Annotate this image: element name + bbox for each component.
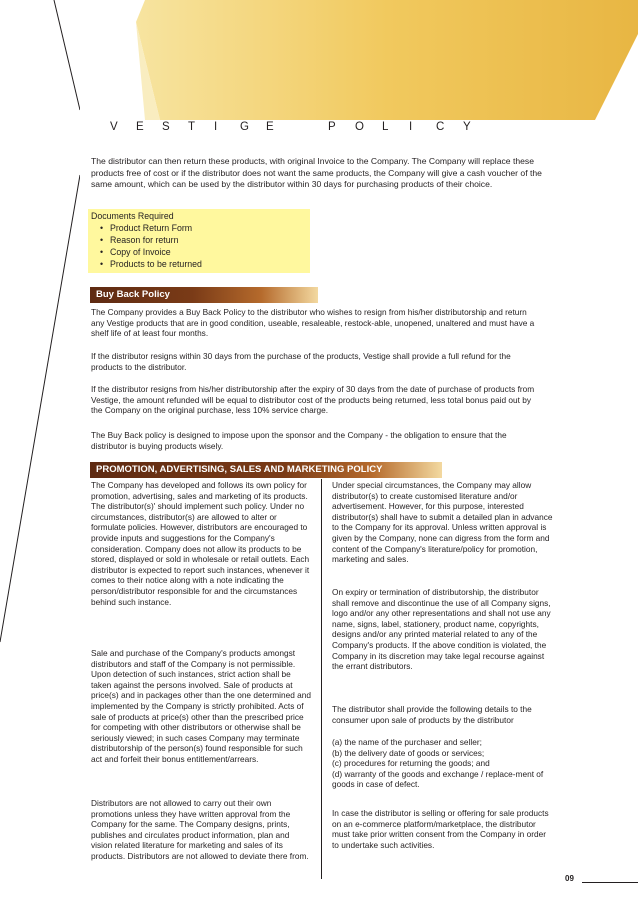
left-diagonal-line bbox=[0, 0, 80, 903]
title-letter: I bbox=[409, 121, 413, 133]
documents-list bbox=[100, 222, 202, 270]
buy-back-paragraph: If the distributor resigns from his/her distributorship after the expiry of 30 days from the date of purchase of products from Vestige, the amount refunded will be equal to distributor cost of the products being returned, less total bonus paid out by the Company on the original purchase, less 10% service charge. bbox=[91, 384, 535, 416]
buy-back-paragraph: If the distributor resigns within 30 days from the purchase of the products, Vestige shall provide a full refund for the products to the distributor. bbox=[91, 351, 511, 372]
title-letter: Y bbox=[463, 121, 471, 133]
title-letter: I bbox=[214, 121, 218, 133]
title-letter: V bbox=[110, 121, 118, 133]
buy-back-paragraph: The Company provides a Buy Back Policy to the distributor who wishes to resign from his/her distributorship and return any Vestige products that are in good condition, useable, resaleable, restock-able, unopened, unaltered and must have a shelf life of at least four months. bbox=[91, 307, 535, 339]
documents-title: Documents Required bbox=[91, 211, 174, 221]
promotion-right-paragraph: The distributor shall provide the following details to the consumer upon sale of products by the distributor bbox=[332, 704, 532, 725]
list-item: • Products to be returned bbox=[100, 258, 202, 270]
title-letter: E bbox=[136, 121, 144, 133]
title-letter: C bbox=[436, 121, 445, 133]
promotion-left-paragraph: Distributors are not allowed to carry out their own promotions unless they have written approval from the Company for the same. The Company designs, prints, publishes and circulates product information, plan and vision related literature for marketing and sales of its products. Distributors are not allowed to deviate there from. bbox=[91, 798, 309, 861]
list-item: • Copy of Invoice bbox=[100, 246, 202, 258]
title-letter: L bbox=[382, 121, 389, 133]
promotion-heading: PROMOTION, ADVERTISING, SALES AND MARKETING POLICY bbox=[90, 462, 442, 478]
title-letter: G bbox=[240, 121, 249, 133]
intro-paragraph: The distributor can then return these products, with original Invoice to the Company. The Company will replace these products free of cost or if the distributor does not want the same products, the Company will give a cash voucher of the same amount, which can be used by the distributor within 30 days for purchasing products of their choice. bbox=[91, 156, 542, 190]
title-letter: S bbox=[162, 121, 170, 133]
banner-gold-shape bbox=[136, 0, 638, 120]
title-letter: O bbox=[355, 121, 364, 133]
promotion-right-paragraph: In case the distributor is selling or offering for sale products on an e-commerce platform/marketplace, the distributor must take prior written consent from the Company in order to undertake such activities. bbox=[332, 808, 549, 850]
buy-back-paragraph: The Buy Back policy is designed to impose upon the sponsor and the Company - the obligation to ensure that the distributor is buying products wisely. bbox=[91, 430, 507, 451]
promotion-left-paragraph: Sale and purchase of the Company's products amongst distributors and staff of the Company is not permissible. Upon detection of such instances, strict action shall be taken against the persons involved. Sale of products at price(s) and in packages other than the one determined and implemented by the Company is strictly prohibited. Acts of sale of products at price(s) other than the prescribed price for competing with other distributors or otherwise shall be seriously viewed; in such cases Company may terminate distributorship of the person(s) found responsible for such act and forfeit their bonus entitlement/arrears. bbox=[91, 648, 312, 764]
title-letter: T bbox=[188, 121, 196, 133]
footer-rule bbox=[582, 882, 638, 883]
list-item: • Reason for return bbox=[100, 234, 202, 246]
buy-back-heading: Buy Back Policy bbox=[90, 287, 318, 303]
promotion-left-paragraph: The Company has developed and follows its own policy for promotion, advertising, sales and marketing of its products. The distributor(s)' should implement such policy. Under no circumstances, distributor(s) are allowed to alter or formulate policies. However, distributors are encouraged to provide inputs and suggestions for the Company's consideration. Company does not allow its products to be stored, displayed or sold in wholesale or retail outlets. Each distributor is expected to report such instances, whenever it comes to their notice along with a note indicating the person/distributor responsible for and the circumstances behind such instance. bbox=[91, 480, 310, 607]
promotion-right-paragraph: On expiry or termination of distributorship, the distributor shall remove and discontinue the use of all Company signs, logo and/or any other representations and shall not use any name, signs, label, stationery, product name, copyrights, designs and/or any printed material related to any of the Company's products. If the above condition is violated, the Company in its discretion may take legal recourse against the errant distributors. bbox=[332, 587, 551, 672]
column-divider bbox=[321, 479, 322, 879]
title-letter: P bbox=[328, 121, 336, 133]
page-number: 09 bbox=[565, 874, 574, 883]
promotion-right-paragraph: (a) the name of the purchaser and seller; (b) the delivery date of goods or services; (c) procedures for returning the goods; and (d) warranty of the goods and exchange / replace-ment of goods in case of defect. bbox=[332, 737, 544, 790]
title-letter: E bbox=[266, 121, 274, 133]
list-item: • Product Return Form bbox=[100, 222, 202, 234]
header-banner bbox=[0, 0, 638, 120]
page-title bbox=[110, 121, 490, 133]
promotion-right-paragraph: Under special circumstances, the Company may allow distributor(s) to create customised literature and/or advertisement. However, for this purpose, interested distributor(s) shall have to submit a detailed plan in advance to the Company for its approval. Unless written approval is given by the Company, none can digress from the form and content of the Company's literature/policy for promotion, marketing and sales. bbox=[332, 480, 553, 565]
